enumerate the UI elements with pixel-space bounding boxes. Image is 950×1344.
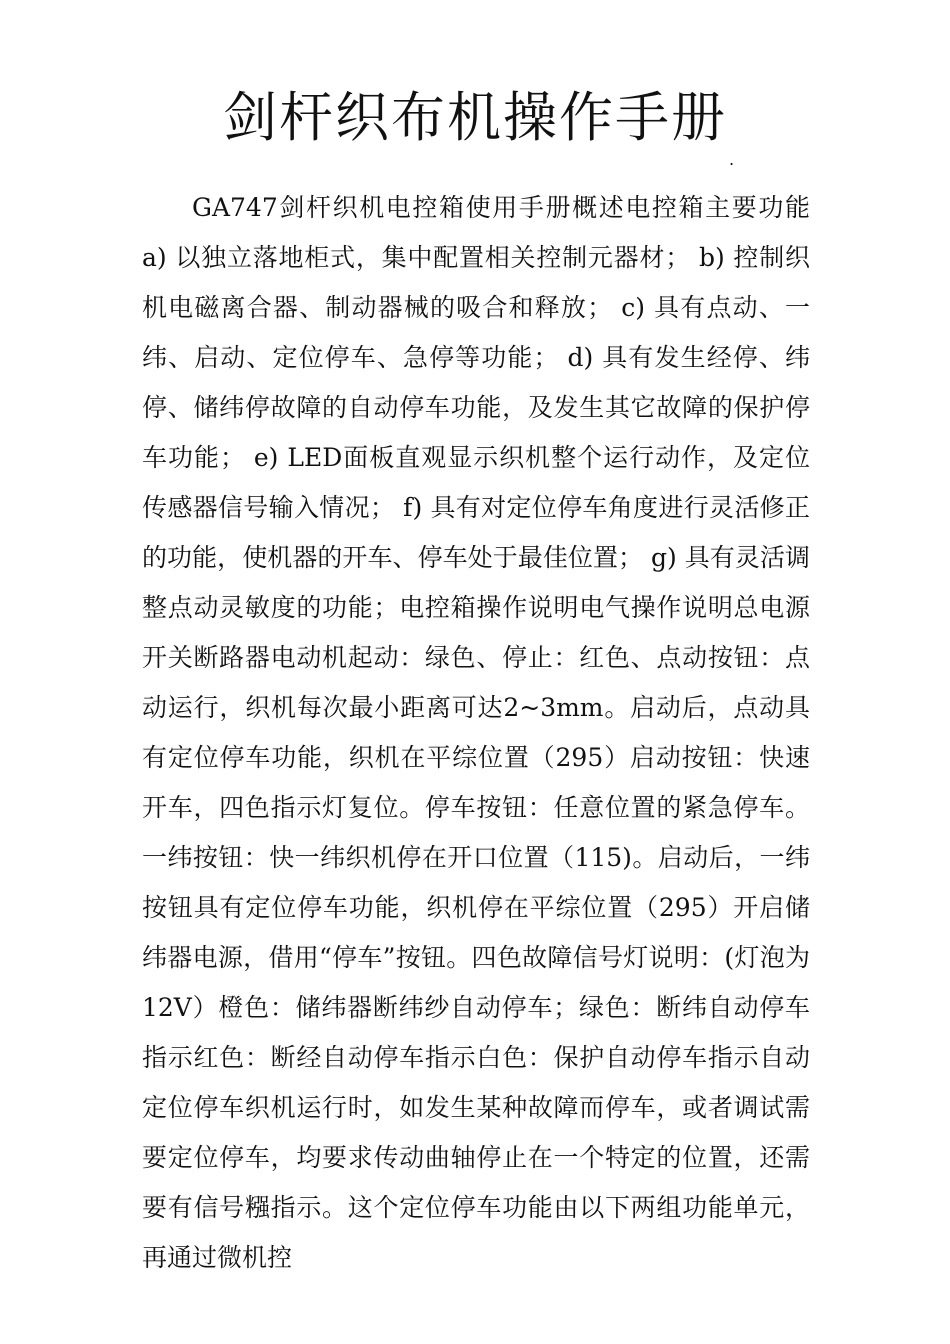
document-title: 剑杆织布机操作手册 xyxy=(223,86,727,149)
stray-mark: . xyxy=(729,150,735,169)
body-paragraph: GA747剑杆织机电控箱使用手册概述电控箱主要功能 a) 以独立落地柜式，集中配置相关控制元器材； b) 控制织机电磁离合器、制动器械的吸合和释放； c) 具有点动、一纬、启动、定位停车、急停等功能； d) 具有发生经停、纬停、储纬停故障的自动停车功能，及发生其它故障的保护停车功能； e) LED面板直观显示织机整个运行动作，及定位传感器信号输入情况； f) 具有对定位停车角度进行灵活修正的功能，使机器的开车、停车处于最佳位置； g) 具有灵活调整点动灵敏度的功能；电控箱操作说明电气操作说明总电源开关断路器电动机起动：绿色、停止：红色、点动按钮：点动运行，织机每次最小距离可达2~3mm。启动后，点动具有定位停车功能，织机在平综位置（295）启动按钮：快速开车，四色指示灯复位。停车按钮：任意位置的紧急停车。一纬按钮：快一纬织机停在开口位置（115)。启动后，一纬按钮具有定位停车功能，织机停在平综位置（295）开启储纬器电源，借用“停车”按钮。四色故障信号灯说明：(灯泡为12V）橙色：储纬器断纬纱自动停车；绿色：断纬自动停车指示红色：断经自动停车指示白色：保护自动停车指示自动定位停车织机运行时，如发生某种故障而停车，或者调试需要定位停车，均要求传动曲轴停止在一个特定的位置，还需要有信号糨指示。这个定位停车功能由以下两组功能单元，再通过微机控 xyxy=(142,193,810,1272)
